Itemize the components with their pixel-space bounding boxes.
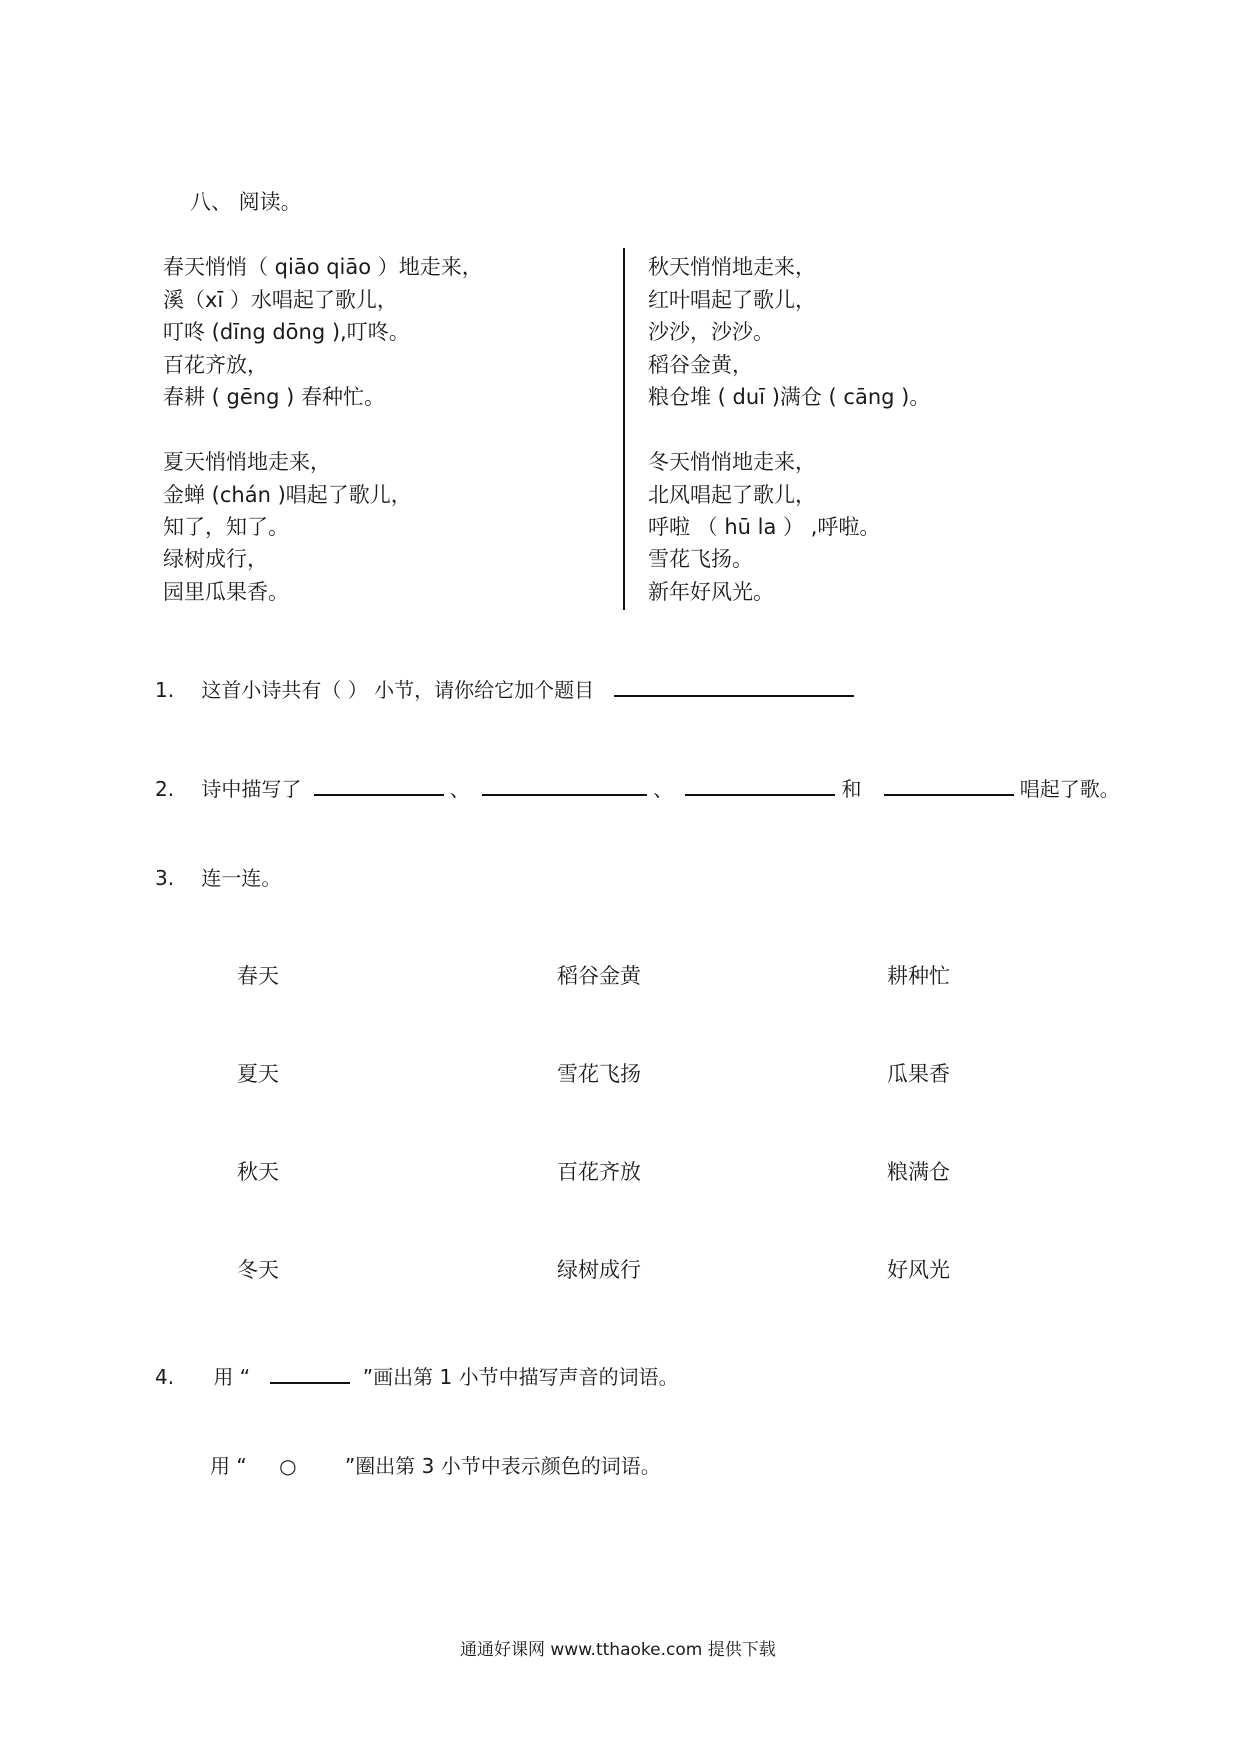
separator: 、 xyxy=(449,777,470,801)
title-answer-blank[interactable] xyxy=(614,673,854,697)
question-text: ”画出第 1 小节中描写声音的词语。 xyxy=(362,1365,679,1389)
poem-line: 知了，知了。 xyxy=(163,515,289,539)
question-number: 1. xyxy=(155,678,175,702)
answer-blank-2[interactable] xyxy=(482,772,647,796)
poem-line: 夏天悄悄地走来， xyxy=(163,450,331,474)
answer-blank-1[interactable] xyxy=(314,772,444,796)
match-season[interactable]: 冬天 xyxy=(237,1258,279,1282)
poem-line: 春天悄悄（ qiāo qiāo ）地走来， xyxy=(163,255,483,279)
poem-line: 园里瓜果香。 xyxy=(163,580,289,604)
match-scene[interactable]: 雪花飞扬 xyxy=(557,1062,641,1086)
poem-line: 秋天悄悄地走来， xyxy=(648,255,816,279)
poem-line: 北风唱起了歌儿， xyxy=(648,483,816,507)
question-number: 4. xyxy=(155,1365,175,1389)
poem-line: 冬天悄悄地走来， xyxy=(648,450,816,474)
poem-line: 红叶唱起了歌儿， xyxy=(648,288,816,312)
question-text: 这首小诗共有（ ） 小节，请你给它加个题目 xyxy=(201,678,595,702)
poem-line: 春耕 ( gēng ) 春种忙。 xyxy=(163,385,385,409)
poem-line: 叮咚 (dīng dōng ),叮咚。 xyxy=(163,320,410,344)
match-scene[interactable]: 百花齐放 xyxy=(557,1160,641,1184)
separator: 和 xyxy=(841,777,862,801)
answer-blank-3[interactable] xyxy=(685,772,835,796)
match-season[interactable]: 秋天 xyxy=(237,1160,279,1184)
poem-line: 粮仓堆 ( duī )满仓 ( cāng )。 xyxy=(648,385,931,409)
separator: 、 xyxy=(653,777,674,801)
section-title: 八、 阅读。 xyxy=(190,190,302,214)
question-4-line-1 xyxy=(155,1360,679,1387)
match-scene[interactable]: 绿树成行 xyxy=(557,1258,641,1282)
underline-sample xyxy=(270,1360,350,1384)
match-season[interactable]: 春天 xyxy=(237,964,279,988)
match-result[interactable]: 瓜果香 xyxy=(887,1062,950,1086)
question-2 xyxy=(155,772,1120,799)
question-1 xyxy=(155,673,860,700)
poem-line: 金蝉 (chán )唱起了歌儿， xyxy=(163,483,412,507)
match-result[interactable]: 好风光 xyxy=(887,1258,950,1282)
poem-line: 呼啦 （ hū la ） ,呼啦。 xyxy=(648,515,881,539)
answer-blank-4[interactable] xyxy=(884,772,1014,796)
page-footer: 通通好课网 www.tthaoke.com 提供下载 xyxy=(460,1640,776,1660)
poem-line: 百花齐放， xyxy=(163,353,268,377)
question-text: 用 “ xyxy=(210,1454,247,1478)
question-text: 用 “ xyxy=(213,1365,251,1389)
question-number: 2. xyxy=(155,777,175,801)
poem-line: 稻谷金黄， xyxy=(648,353,753,377)
question-number: 3. xyxy=(155,866,175,890)
question-3 xyxy=(155,868,281,888)
question-text: ”圈出第 3 小节中表示颜色的词语。 xyxy=(344,1454,661,1478)
match-scene[interactable]: 稻谷金黄 xyxy=(557,964,641,988)
question-text: 诗中描写了 xyxy=(201,777,302,801)
poem-line: 新年好风光。 xyxy=(648,580,774,604)
poem-line: 溪（xī ）水唱起了歌儿， xyxy=(163,288,398,312)
match-result[interactable]: 耕种忙 xyxy=(887,964,950,988)
question-text: 连一连。 xyxy=(201,866,282,890)
poem-line: 沙沙，沙沙。 xyxy=(648,320,774,344)
column-divider xyxy=(623,248,625,610)
poem-line: 绿树成行， xyxy=(163,547,268,571)
match-result[interactable]: 粮满仓 xyxy=(887,1160,950,1184)
poem-line: 雪花飞扬。 xyxy=(648,547,753,571)
match-season[interactable]: 夏天 xyxy=(237,1062,279,1086)
circle-icon: ○ xyxy=(279,1454,297,1478)
question-text-end: 唱起了歌。 xyxy=(1019,777,1120,801)
question-4-line-2 xyxy=(210,1456,661,1476)
